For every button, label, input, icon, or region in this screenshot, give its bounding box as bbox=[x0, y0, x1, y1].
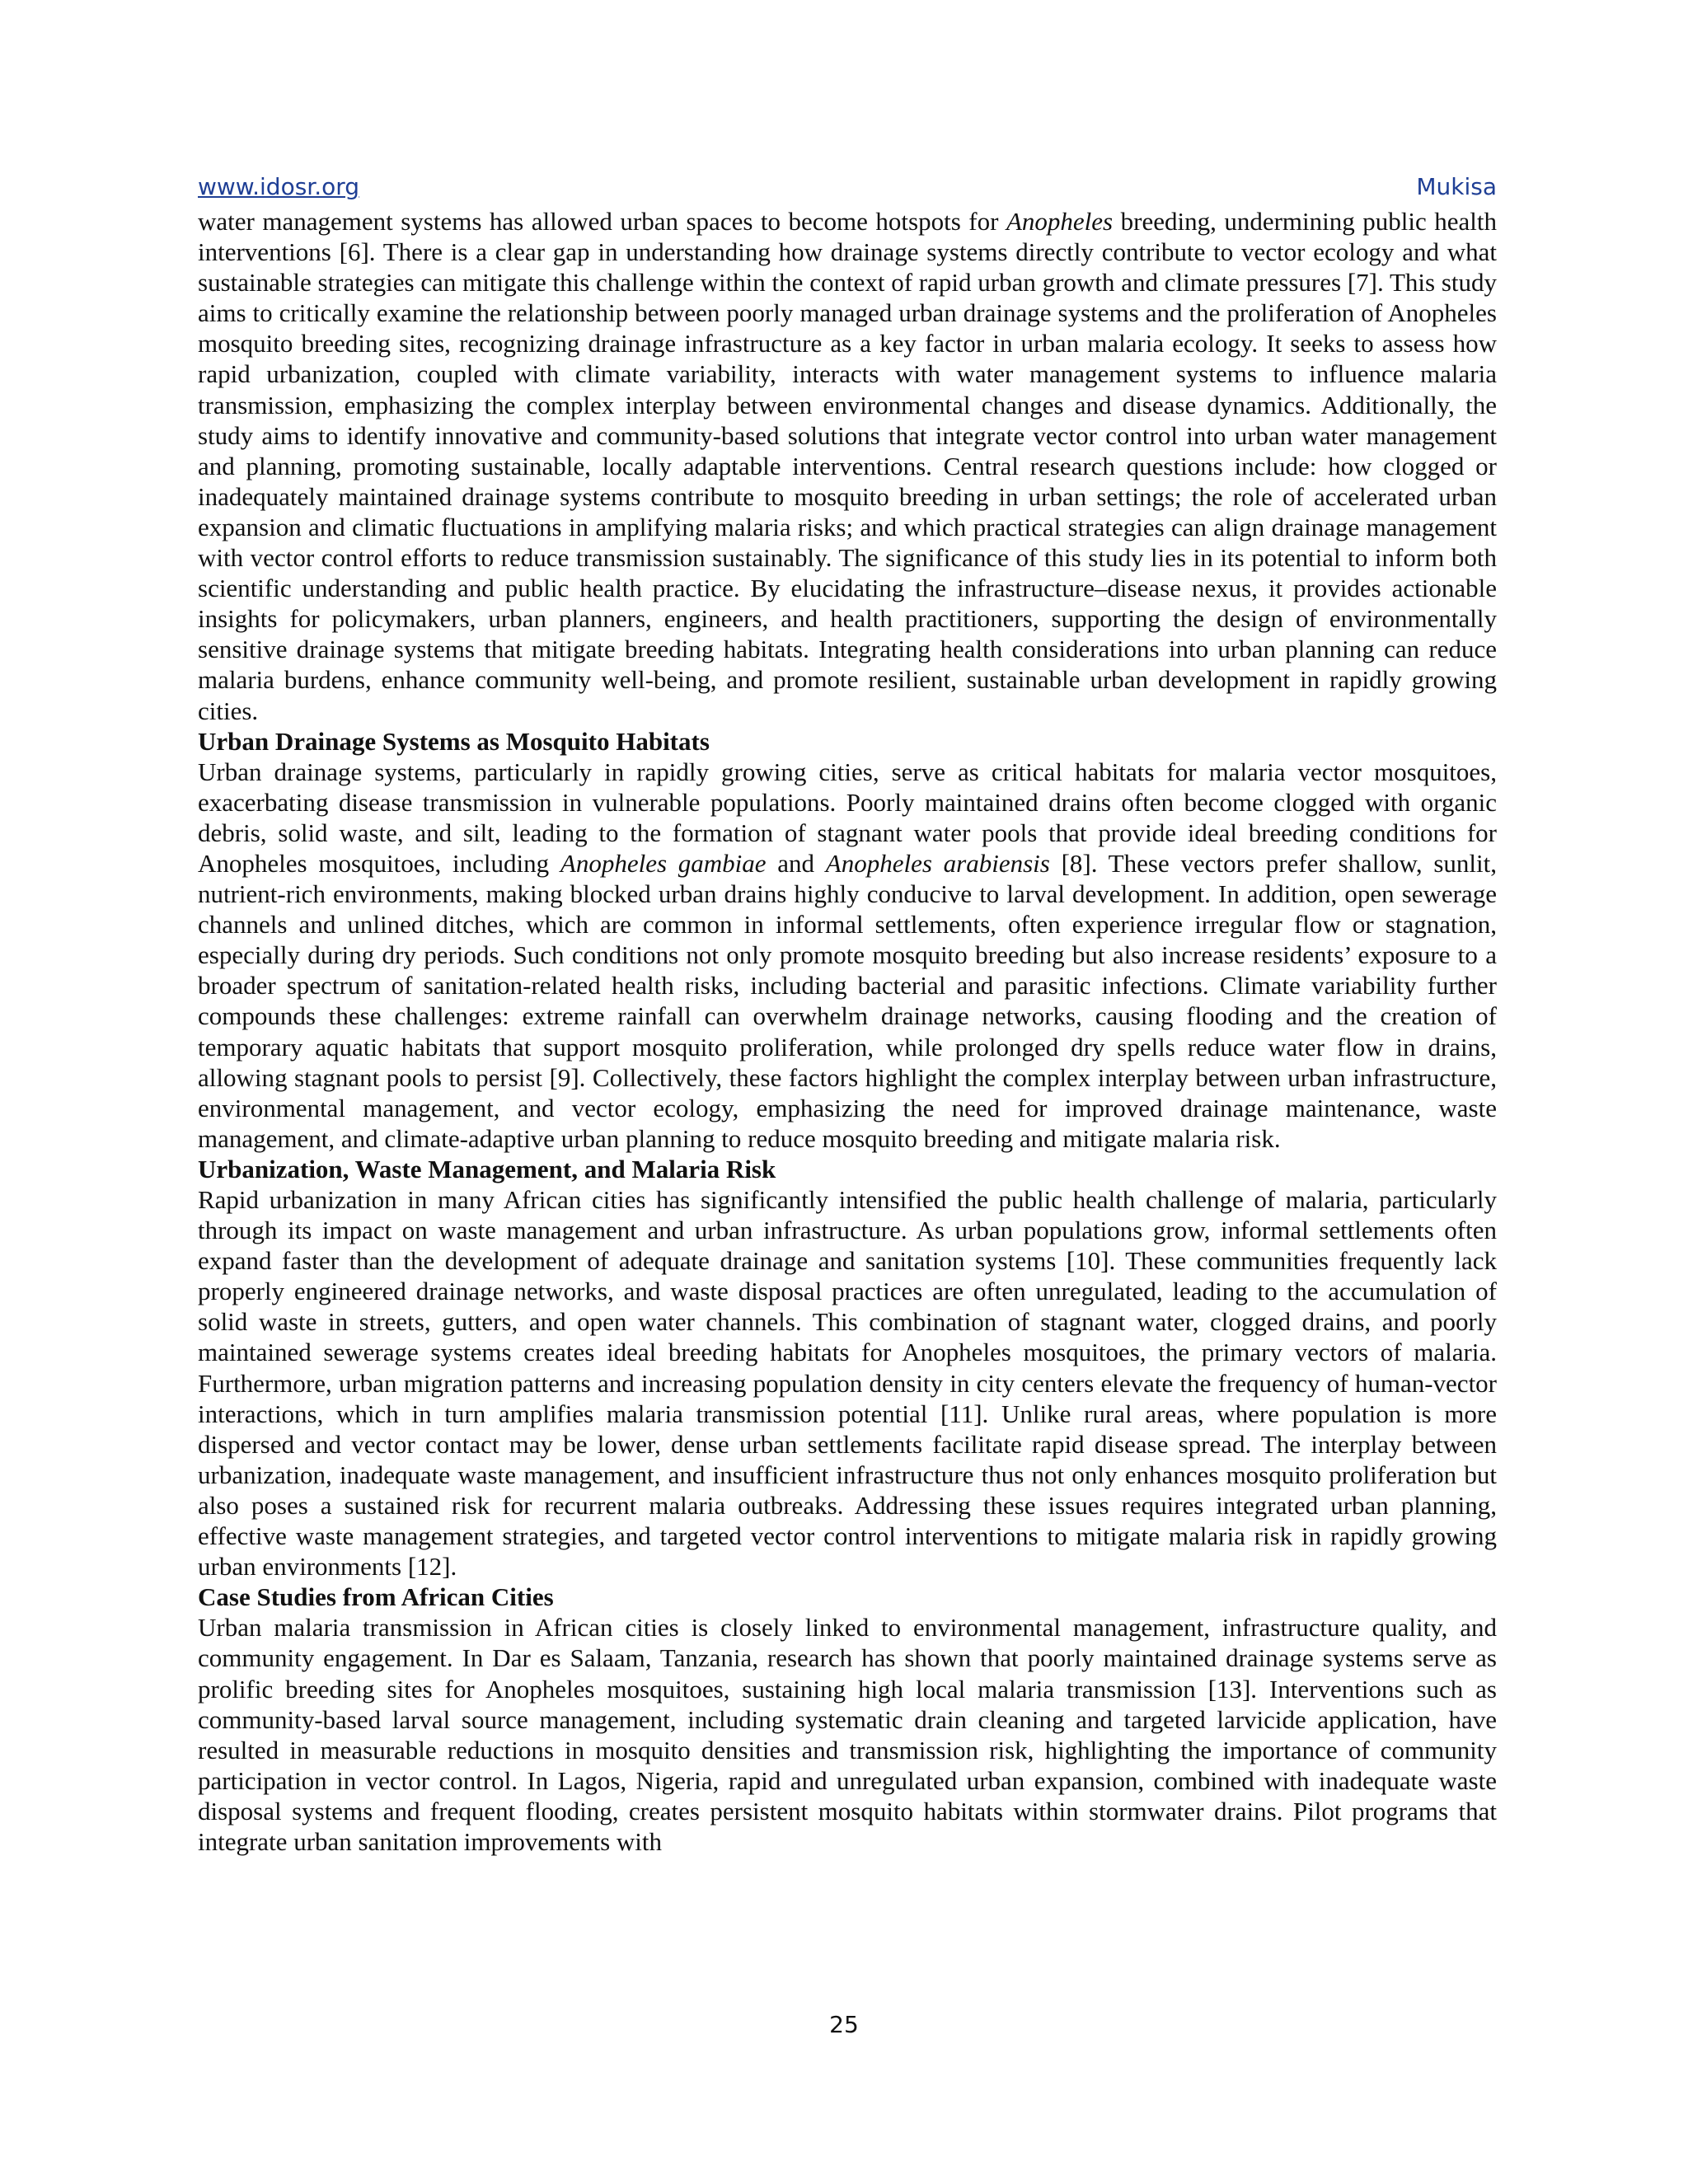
text-run: [8]. These vectors prefer shallow, sunlit, nutrient-rich environments, making blocked urban drains highly conducive to larval development. In addition, open sewerage channels and unlined ditches, which are common in informal settlements, often experience irregular flow or stagnation, especially during dry periods. Such conditions not only promote mosquito breeding but also increase residents’ exposure to a broader spectrum of sanitation-related health risks, including bacterial and parasitic infections. Climate variability further compounds these challenges: extreme rainfall can overwhelm drainage networks, causing flooding and the creation of temporary aquatic habitats that support mosquito proliferation, while prolonged dry spells reduce water flow in drains, allowing stagnant pools to persist [9]. Collectively, these factors highlight the complex interplay between urban infrastructure, environmental management, and vector ecology, emphasizing the need for improved drainage maintenance, waste management, and climate-adaptive urban planning to reduce mosquito breeding and mitigate malaria risk. bbox=[198, 848, 1498, 1153]
running-header bbox=[198, 170, 1497, 204]
journal-website-link[interactable]: www.idosr.org bbox=[198, 173, 360, 200]
page-number: 25 bbox=[829, 2011, 859, 2038]
section-paragraph bbox=[198, 757, 1497, 1154]
intro-paragraph bbox=[198, 206, 1497, 726]
article-body bbox=[198, 206, 1497, 1857]
text-run: Urban drainage systems, particularly in rapidly growing cities, serve as critical habitats for malaria vector mosquitoes, exacerbating disease transmission in vulnerable populations. Poorly maintained drains often become clogged with organic debris, solid waste, and silt, leading to the formation of stagnant water pools that provide ideal breeding conditions for Anopheles mosquitoes, including bbox=[198, 757, 1497, 878]
italic-term: Anopheles arabiensis bbox=[825, 848, 1050, 878]
section-heading: Urban Drainage Systems as Mosquito Habitats bbox=[198, 726, 710, 756]
italic-term: Anopheles gambiae bbox=[560, 848, 767, 878]
section-paragraph: Urban malaria transmission in African cities is closely linked to environmental management, infrastructure quality, and community engagement. In Dar es Salaam, Tanzania, research has shown that poorly maintained drainage systems serve as prolific breeding sites for Anopheles mosquitoes, sustaining high local malaria transmission [13]. Interventions such as community-based larval source management, including systematic drain cleaning and targeted larvicide application, have resulted in measurable reductions in mosquito densities and transmission risk, highlighting the importance of community participation in vector control. In Lagos, Nigeria, rapid and unregulated urban expansion, combined with inadequate waste disposal systems and frequent flooding, creates persistent mosquito habitats within stormwater drains. Pilot programs that integrate urban sanitation improvements with bbox=[198, 1613, 1497, 1856]
text-run: water management systems has allowed urban spaces to become hotspots for bbox=[198, 207, 1006, 236]
section-heading: Urbanization, Waste Management, and Malaria Risk bbox=[198, 1154, 776, 1183]
section-heading: Case Studies from African Cities bbox=[198, 1582, 554, 1612]
text-run: and bbox=[766, 848, 826, 878]
section-paragraph: Rapid urbanization in many African cities has significantly intensified the public health challenge of malaria, particularly through its impact on waste management and urban infrastructure. As urban populations grow, informal settlements often expand faster than the development of adequate drainage and sanitation systems [10]. These communities frequently lack properly engineered drainage networks, and waste disposal practices are often unregulated, leading to the accumulation of solid waste in streets, gutters, and open water channels. This combination of stagnant water, clogged drains, and poorly maintained sewerage systems creates ideal breeding habitats for Anopheles mosquitoes, the primary vectors of malaria. Furthermore, urban migration patterns and increasing population density in city centers elevate the frequency of human-vector interactions, which in turn amplifies malaria transmission potential [11]. Unlike rural areas, where population is more dispersed and vector contact may be lower, dense urban settlements facilitate rapid disease spread. The interplay between urbanization, inadequate waste management, and insufficient infrastructure thus not only enhances mosquito proliferation but also poses a sustained risk for recurrent malaria outbreaks. Addressing these issues requires integrated urban planning, effective waste management strategies, and targeted vector control interventions to mitigate malaria risk in rapidly growing urban environments [12]. bbox=[198, 1185, 1497, 1582]
text-run: breeding, undermining public health interventions [6]. There is a clear gap in understanding how drainage systems directly contribute to vector ecology and what sustainable strategies can mitigate this challenge within the context of rapid urban growth and climate pressures [7]. This study aims to critically examine the relationship between poorly managed urban drainage systems and the proliferation of Anopheles mosquito breeding sites, recognizing drainage infrastructure as a key factor in urban malaria ecology. It seeks to assess how rapid urbanization, coupled with climate variability, interacts with water management systems to influence malaria transmission, emphasizing the complex interplay between environmental changes and disease dynamics. Additionally, the study aims to identify innovative and community-based solutions that integrate vector control into urban water management and planning, promoting sustainable, locally adaptable interventions. Central research questions include: how clogged or inadequately maintained drainage systems contribute to mosquito breeding in urban settings; the role of accelerated urban expansion and climatic fluctuations in amplifying malaria risks; and which practical strategies can align drainage management with vector control efforts to reduce transmission sustainably. The significance of this study lies in its potential to inform both scientific understanding and public health practice. By elucidating the infrastructure–disease nexus, it provides actionable insights for policymakers, urban planners, engineers, and health practitioners, supporting the design of environmentally sensitive drainage systems that mitigate breeding habitats. Integrating health considerations into urban planning can reduce malaria burdens, enhance community well-being, and promote resilient, sustainable urban development in rapidly growing cities. bbox=[198, 207, 1498, 725]
header-author: Mukisa bbox=[1416, 173, 1497, 200]
italic-term: Anopheles bbox=[1006, 207, 1114, 236]
